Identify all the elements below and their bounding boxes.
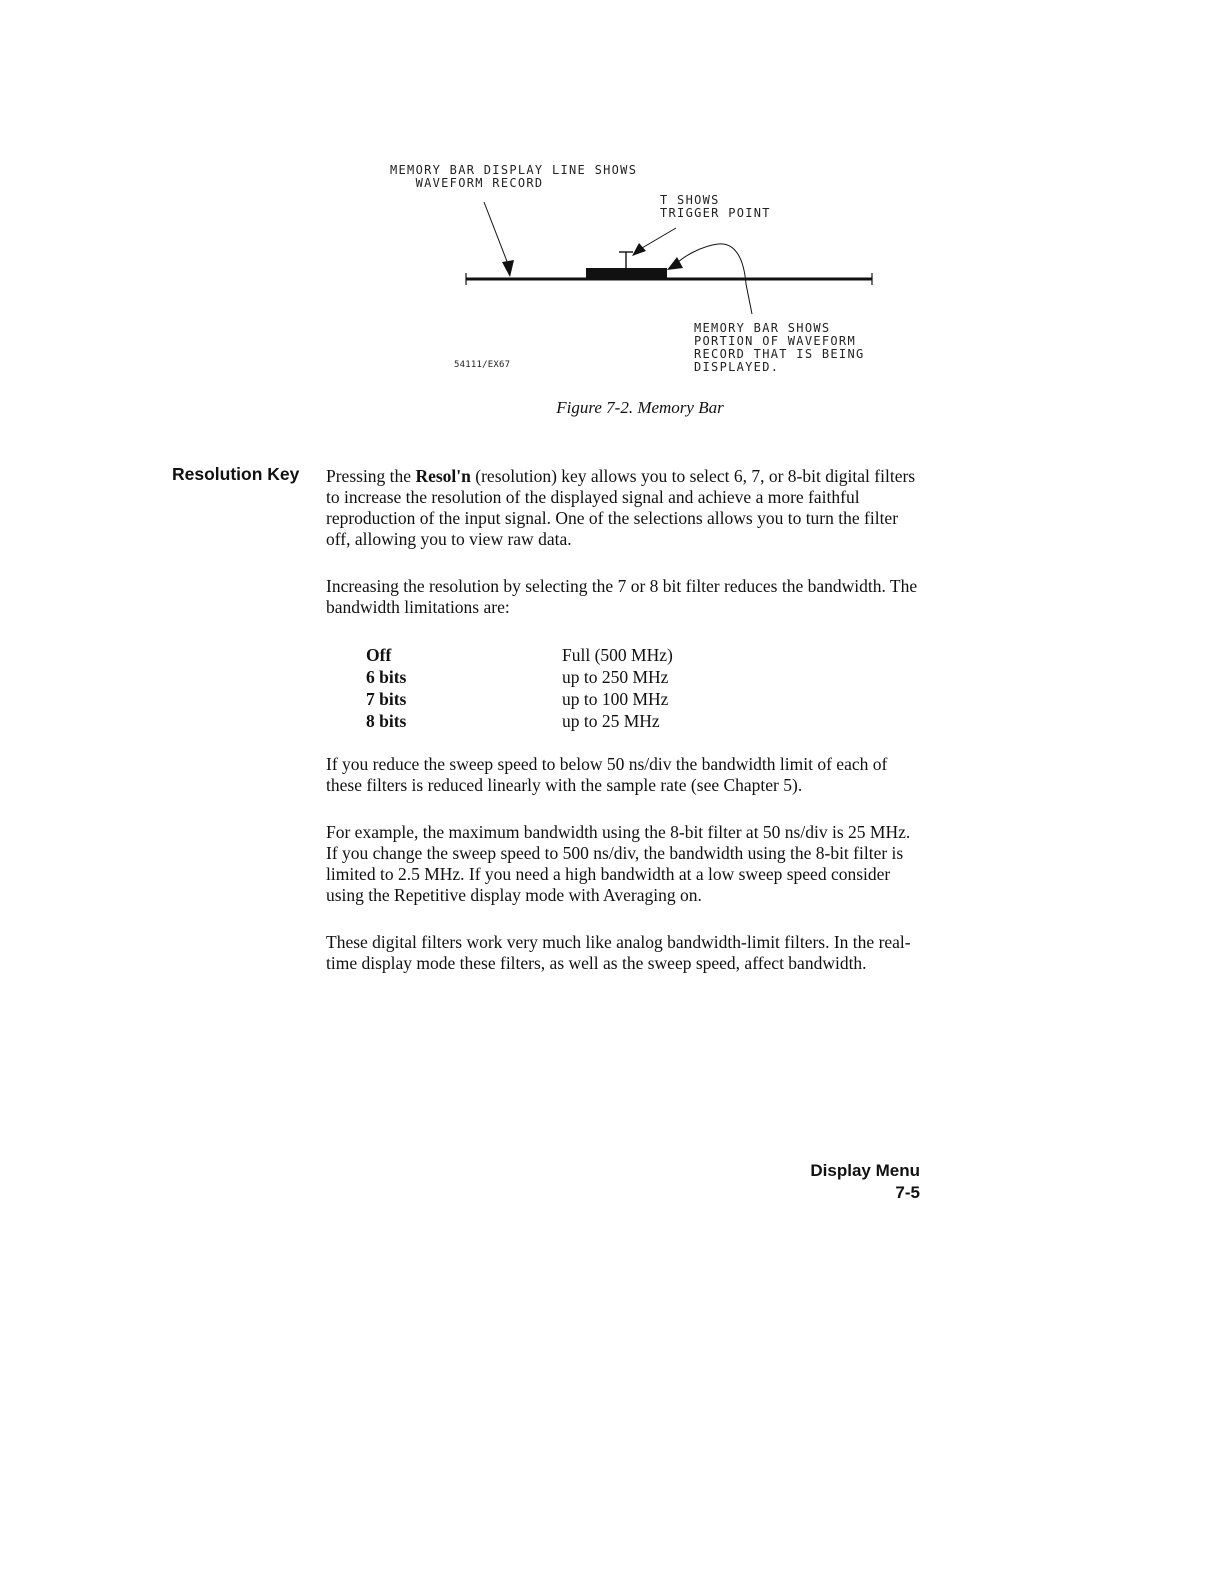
paragraph-4: For example, the maximum bandwidth using the 8-bit filter at 50 ns/div is 25 MHz. If you change the sweep speed to 500 ns/div, the bandwidth using the 8-bit filter is limited to 2.5 MHz. If you need a high bandwidth at a low sweep speed consider using the Repetitive display mode with Averaging on. (326, 822, 911, 905)
arrowhead-display-line (502, 260, 514, 277)
paragraph-3: If you reduce the sweep speed to below 50 ns/div the bandwidth limit of each of these filters is reduced linearly with the sample rate (see Chapter 5). (326, 754, 888, 795)
leader-trigger (642, 228, 676, 248)
paragraph-1 (326, 466, 926, 550)
table-row (366, 666, 673, 688)
memory-bar-figure (380, 160, 900, 390)
footer-section-name: Display Menu (810, 1161, 920, 1180)
leader-display-line (484, 202, 508, 264)
paragraph-1-rest: (resolution) key allows you to select 6, 7, or 8-bit digital filters to increase the resolution of the displayed signal and achieve a more faithful reproduction of the input signal. One of the selections allows you to turn the filter off, allowing you to view raw data. (326, 466, 916, 549)
memory-bar (586, 268, 667, 279)
table-row (366, 710, 673, 732)
setting-cell: 6 bits (366, 667, 407, 687)
bandwidth-cell: up to 25 MHz (562, 711, 660, 731)
arrowhead-memory-bar (667, 257, 683, 270)
table-row (366, 688, 673, 710)
paragraph-2: Increasing the resolution by selecting the 7 or 8 bit filter reduces the bandwidth. The bandwidth limitations are: (326, 576, 918, 617)
section-body (326, 466, 926, 1000)
label-memory-bar-portion: MEMORY BAR SHOWS PORTION OF WAVEFORM RECORD THAT IS BEING DISPLAYED. (694, 321, 865, 374)
figure-code: 54111/EX67 (454, 360, 511, 370)
paragraph-5: These digital filters work very much like analog bandwidth-limit filters. In the real-time display mode these filters, as well as the sweep speed, affect bandwidth. (326, 932, 911, 973)
bandwidth-cell: up to 100 MHz (562, 689, 669, 709)
label-trigger-point: T SHOWS TRIGGER POINT (660, 193, 771, 220)
setting-cell: Off (366, 645, 392, 665)
resoln-key-name: Resol'n (415, 466, 471, 486)
figure-caption: Figure 7-2. Memory Bar (556, 398, 724, 417)
section-heading: Resolution Key (172, 464, 300, 484)
setting-cell: 8 bits (366, 711, 407, 731)
table-row (366, 644, 673, 666)
page-number: 7-5 (895, 1183, 920, 1202)
bandwidth-cell: Full (500 MHz) (562, 645, 673, 665)
paragraph-1-start: Pressing the (326, 466, 416, 486)
label-memory-bar-display-line: MEMORY BAR DISPLAY LINE SHOWS WAVEFORM RECORD (390, 163, 638, 190)
page-footer (810, 1160, 920, 1204)
setting-cell: 7 bits (366, 689, 407, 709)
bandwidth-cell: up to 250 MHz (562, 667, 669, 687)
bandwidth-table (366, 644, 673, 732)
arrowhead-trigger (632, 243, 646, 256)
